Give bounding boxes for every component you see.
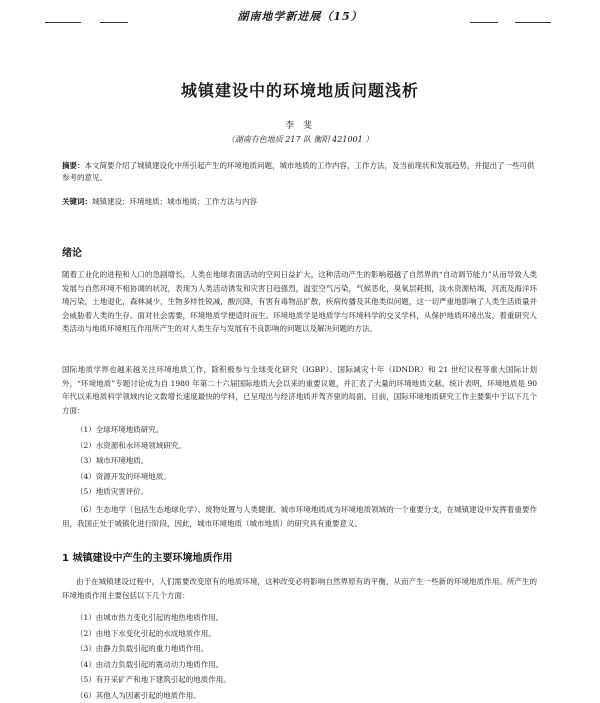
author-name: 李 斐 xyxy=(0,118,600,131)
intro-paragraph-1: 随着工业化的进程和人口的急剧增长，人类在地球表面活动的空间日益扩大，这种活动产生的影响超越了自然界的“自动调节能力”从而导致人类发展与自然环境不相协调的状况，表现为人类活动诱发和灾害日趋强烈，温室空气污染，气候恶化，臭氧层耗损，淡水资源枯竭，河流及海洋环境污染，土地退化，森林减少，生物多样性锐减，酸沉降，有害有毒物品扩散，疾病传播及其他类似问题，这一切严重地影响了人类生活质量并会威胁着人类的生存。面对社会需要，环境地质学便适时而生。环境地质学是地质学与环境科学的交叉学科，从保护地质环境出发，着重研究人类活动与地质环境相互作用所产生的对人类生存与发展有不良影响的问题以及解决问题的方法。 xyxy=(62,268,537,336)
keywords xyxy=(62,196,537,208)
list-item: （2）水资源和水环境领域研究。 xyxy=(76,438,186,454)
abstract xyxy=(62,160,537,184)
list-item: （1）全球环境地质研究。 xyxy=(76,422,186,438)
list-item: （5）有开采矿产和地下建筑引起的地质作用。 xyxy=(76,672,231,688)
intro-heading: 绪论 xyxy=(62,244,82,259)
section-1-heading: 1 城镇建设中产生的主要环境地质作用 xyxy=(62,549,232,564)
header-rule-right-2 xyxy=(515,22,551,23)
abstract-text: 本文简要介绍了城镇建设化中所引起产生的环境地质问题，城市地质的工作内容，工作方法，及当前现状和发展趋势，并提出了一些可供参考的意见。 xyxy=(62,161,535,182)
list-item: （1）由城市热力变化引起的地热地质作用。 xyxy=(76,610,231,626)
list-item: （6）其他人为因素引起的地质作用。 xyxy=(76,688,231,703)
keywords-text: 城镇建设；环境地质；城市地质；工作方法与内容 xyxy=(92,197,257,206)
intro-paragraph-2: 国际地质学界也越来越关注环境地质工作，除积极参与全球变化研究（IGBP）、国际减灾十年（IDNDR）和 21 世纪议程等重大国际计划外，“环境地质”专题讨论成为自 1980 年第二十六届国际地质大会以来的重要议题，并汇表了大量的环境地质文献。统计表明，环境地质是 90 年代以来地质科学领域内论文数增长速度最快的学科，已呈现出与经济地质并驾齐驱的局面。目前，国际环境地质研究工作主要集中于以下几个方面： xyxy=(62,363,537,417)
section-1-paragraph: 由于在城镇建设过程中，人们需要改变原有的地质环境，这种改变必将影响自然界原有的平衡，从而产生一些新的环境地质作用。所产生的环境地质作用主要包括以下几个方面： xyxy=(62,575,537,602)
list-item: （3）由静力负载引起的重力地质作用。 xyxy=(76,641,231,657)
abstract-label: 摘要： xyxy=(62,161,85,170)
journal-header: 湖南地学新进展（15） xyxy=(0,8,600,24)
list-item: （4）资源开发的环境地质。 xyxy=(76,469,186,485)
list-item: （3）城市环境地质。 xyxy=(76,453,186,469)
keywords-label: 关键词： xyxy=(62,197,92,206)
intro-list xyxy=(76,422,186,500)
article-title: 城镇建设中的环境地质问题浅析 xyxy=(0,78,600,101)
author-affiliation: （湖南有色地质 217 队 衡阳 421001 ） xyxy=(0,134,600,145)
header-rule-right-1 xyxy=(470,22,498,23)
list-item: （4）由动力负载引起的震动动力地质作用。 xyxy=(76,657,231,673)
section-1-list xyxy=(76,610,231,703)
list-item: （5）地质灾害评价。 xyxy=(76,484,186,500)
list-item: （2）由地下水变化引起的水成地质作用。 xyxy=(76,626,231,642)
intro-paragraph-3: （6）生态地学（包括生态地球化学）、废物处置与人类健康、城市环境地质成为环境地质领域的一个重要分支，在城镇建设中发挥着重要作用，我国正处于城镇化进行阶段，因此，城市环境地质（城市地质）的研究具有重要意义。 xyxy=(62,503,537,530)
